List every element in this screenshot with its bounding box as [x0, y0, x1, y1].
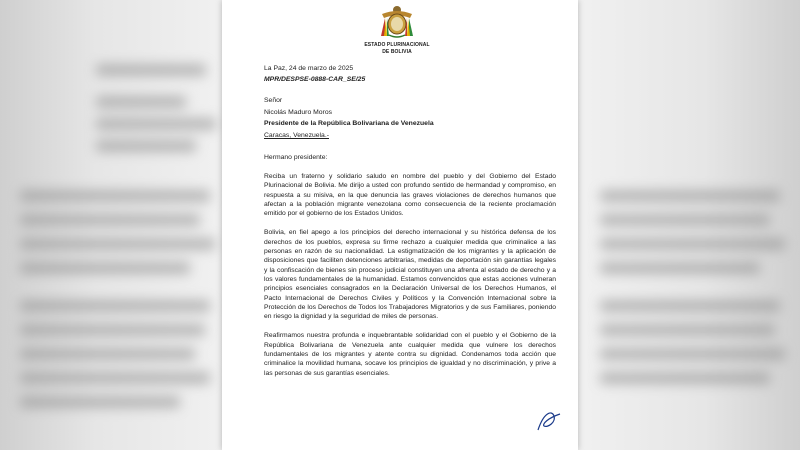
issuing-organization: [342, 42, 452, 55]
greeting: Hermano presidente:: [264, 154, 328, 161]
recipient-position: Presidente de la República Bolivariana de Venezuela: [264, 120, 434, 127]
letter-page: [222, 0, 578, 450]
signature-mark: [534, 408, 564, 434]
org-name-line1: ESTADO PLURINACIONAL: [364, 42, 430, 48]
body-paragraph: Reafirmamos nuestra profunda e inquebrantable solidaridad con el pueblo y el Gobierno de la República Bolivariana de Venezuela ante cualquier medida que vulnere los derechos fundamentales de los migrantes y atente contra su dignidad. Condenamos toda acción que criminalice la movilidad humana, socave los principios de igualdad y no discriminación, y prive a las personas de sus garantías esenciales.: [264, 332, 556, 377]
place-date: La Paz, 24 de marzo de 2025: [264, 65, 354, 72]
org-name-line2: DE BOLIVIA: [382, 48, 412, 55]
recipient-city: Caracas, Venezuela.-: [264, 131, 329, 139]
coat-of-arms-icon: [377, 4, 417, 40]
body-paragraph: Reciba un fraterno y solidario saludo en nombre del pueblo y del Gobierno del Estado Plurinacional de Bolivia. Me dirijo a usted con profundo sentido de hermandad y compromiso, en respuesta a su misiva, en la que denuncia las graves violaciones de derechos humanos que afectan a la población migrante venezolana como consecuencia de la reciente proclamación emitido por el gobierno de los Estados Unidos.: [264, 173, 556, 218]
salutation-title: Señor: [264, 97, 283, 104]
letter-meta: [264, 63, 365, 85]
recipient-name: Nicolás Maduro Moros: [264, 108, 332, 116]
letter-body: [264, 172, 556, 388]
body-paragraph: Bolivia, en fiel apego a los principios del derecho internacional y su histórica defensa de los derechos de los pueblos, expresa su firme rechazo a cualquier medida que criminalice a las personas en razón de su nacionalidad. La estigmatización de los migrantes y la aplicación de disposiciones que faciliten detenciones arbitrarias, medidas de deportación sin garantías legales y la confiscación de bienes sin proceso judicial constituyen una afrenta al estado de derecho y a los valores fundamentales de la humanidad. Estamos convencidos que estas acciones vulneran principios esenciales consagrados en la Declaración Universal de los Derechos Humanos, el Pacto Internacional de Derechos Civiles y Políticos y la Convención Internacional sobre la Protección de los Derechos de Todos los Trabajadores Migratorios y de sus Familiares, poniendo en riesgo la dignidad y la seguridad de miles de personas.: [264, 229, 556, 321]
addressee-block: [264, 95, 434, 141]
reference-number: MPR/DESPSE-0888-CAR_SE/25: [264, 76, 366, 83]
